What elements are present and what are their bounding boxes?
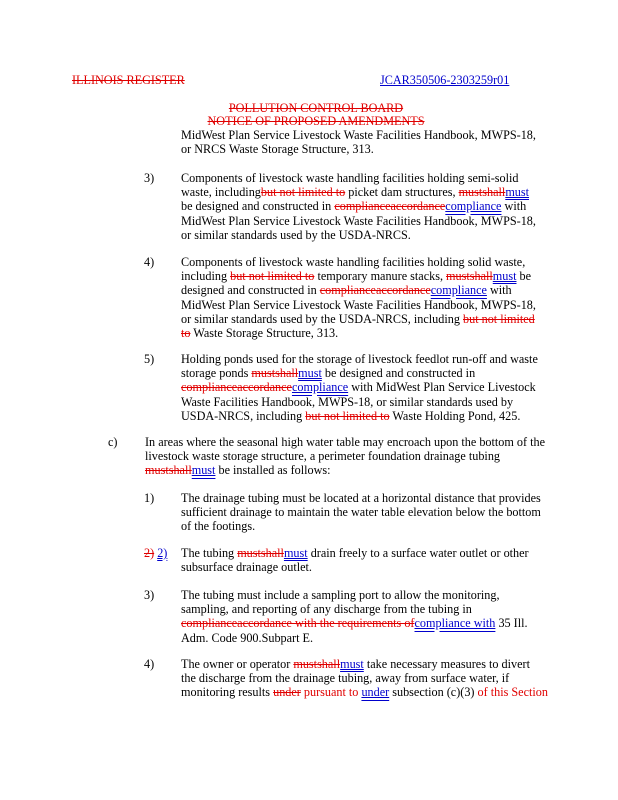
text-run: but not limited [463, 311, 535, 326]
text-line [181, 409, 586, 423]
text-run: drain freely to a surface water outlet or other [307, 546, 529, 560]
item-c3-text [181, 588, 586, 645]
text-run: MidWest Plan Service Livestock Waste Facilities Handbook, MWPS-18, [181, 297, 536, 312]
text-run: shall [482, 185, 506, 200]
item-3-text [181, 171, 586, 242]
text-run: including [181, 269, 231, 284]
text-run: to [181, 326, 191, 341]
text-run: shall [260, 546, 284, 560]
text-run: with MidWest Plan Service Livestock [348, 380, 536, 395]
text-run: accordance [375, 283, 431, 298]
text-run: under [361, 685, 390, 700]
text-run: be installed as follows: [215, 463, 331, 478]
text-run: or similar standards used by the USDA-NRCS. [181, 227, 411, 242]
text-run: Waste Storage Structure, 313. [190, 326, 339, 341]
subsection-letter-c: c) [108, 435, 118, 449]
text-line [181, 312, 586, 326]
text-run: but not limited to [260, 185, 346, 200]
text-line [181, 366, 586, 380]
text-run: must [298, 366, 322, 381]
item-number-c4: 4) [144, 657, 155, 671]
text-run: The tubing [181, 546, 238, 560]
text-run: monitoring results [181, 685, 274, 700]
text-run: subsection (c)(3) [389, 685, 475, 700]
text-run: accordance [237, 380, 292, 395]
register-header [72, 73, 185, 87]
text-run: compliance [445, 199, 502, 214]
item-number-4: 4) [144, 255, 155, 269]
text-run: take necessary measures to divert [363, 657, 530, 671]
text-line [181, 283, 586, 297]
text-run: of this Section [474, 685, 548, 700]
text-line [145, 463, 586, 477]
item-number-c1: 1) [144, 491, 155, 505]
text-line [181, 326, 586, 340]
text-run: the discharge from the drainage tubing, away from surface water, if [181, 671, 510, 686]
text-run: MidWest Plan Service Livestock Waste Facilities Handbook, MWPS-18, [181, 213, 536, 228]
text-run: POLLUTION CONTROL BOARD [228, 101, 404, 115]
item-number-3: 3) [144, 171, 155, 185]
text-run: The drainage tubing must be located at a horizontal distance that provides [181, 491, 541, 505]
text-run: NOTICE OF PROPOSED AMENDMENTS [207, 114, 425, 128]
text-run: of the footings. [181, 519, 256, 534]
text-run: accordance [390, 199, 446, 214]
text-line [181, 380, 586, 394]
text-run: with [501, 199, 527, 214]
text-run: be designed and constructed in [181, 199, 335, 214]
text-run: USDA-NRCS, including [181, 408, 306, 423]
text-run: must [191, 463, 216, 478]
text-run: sampling, and reporting of any discharge from the tubing in [181, 602, 472, 617]
text-run: Adm. Code 900.Subpart E. [181, 630, 314, 645]
text-run: must [145, 463, 169, 478]
text-run: storage ponds [181, 366, 252, 381]
text-run: must [505, 185, 530, 200]
text-run: temporary manure stacks, [314, 269, 447, 284]
text-run: must [492, 269, 517, 284]
text-run: Holding ponds used for the storage of livestock feedlot run-off and waste [181, 352, 538, 366]
item-number-c2 [144, 546, 167, 560]
text-run: sufficient drainage to maintain the water table elevation below the bottom [181, 505, 541, 520]
text-run: Waste Facilities Handbook, MWPS-18, or similar standards used by [181, 394, 514, 409]
text-run: must [446, 269, 470, 284]
text-run: be [516, 269, 532, 284]
item-5-text [181, 352, 586, 423]
text-run: must [283, 546, 308, 560]
text-run: compliance [319, 283, 376, 298]
text-run: must [458, 185, 483, 200]
text-run: 2) [157, 546, 168, 560]
item-c4-text [181, 657, 586, 700]
jcar-code [380, 73, 509, 87]
text-run: Components of livestock waste handling facilities holding solid waste, [181, 255, 526, 269]
text-run: accordance with the requirements of [237, 616, 415, 631]
text-run: picket dam structures, [345, 185, 459, 200]
text-run: pursuant to [300, 685, 362, 700]
text-line [181, 199, 586, 213]
text-run: Components of livestock waste handling facilities holding semi-solid [181, 171, 519, 185]
text-run: MidWest Plan Service Livestock Waste Facilities Handbook, MWPS-18, [181, 128, 536, 142]
text-run: shall [317, 657, 341, 671]
text-line [181, 546, 586, 560]
text-run: r01 [493, 73, 510, 87]
text-run: In areas where the seasonal high water table may encroach upon the bottom of the [145, 435, 546, 449]
text-run: must [251, 366, 276, 381]
text-run: 2) [144, 546, 155, 560]
text-run: compliance [181, 380, 238, 395]
item-number-c3: 3) [144, 588, 155, 602]
text-run: compliance with [414, 616, 496, 631]
text-run: subsurface drainage outlet. [181, 560, 312, 575]
item-c1-text [181, 491, 586, 534]
text-run: designed and constructed in [181, 283, 320, 298]
text-run: 35 Ill. [495, 616, 528, 631]
text-line [181, 616, 586, 630]
item-number-5: 5) [144, 352, 155, 366]
text-run: must [293, 657, 318, 671]
continuation-text [181, 128, 586, 156]
text-run: but not limited to [230, 269, 315, 284]
text-run: shall [275, 366, 299, 381]
text-line [181, 269, 586, 283]
text-run: but not limited to [305, 408, 390, 423]
text-run: with [486, 283, 512, 298]
text-run: Waste Holding Pond, 425. [389, 408, 521, 423]
text-run: shall [168, 463, 192, 478]
text-line [181, 185, 586, 199]
text-run: or NRCS Waste Storage Structure, 313. [181, 142, 374, 157]
text-run: compliance [181, 616, 238, 631]
text-run: waste, including [181, 185, 261, 200]
text-run: compliance [291, 380, 349, 395]
notice-title [7, 114, 618, 128]
text-run: must [340, 657, 364, 671]
text-run: shall [469, 269, 493, 284]
text-run: The tubing must include a sampling port to allow the monitoring, [181, 588, 500, 602]
text-run: be designed and constructed in [321, 366, 476, 381]
text-run: must [237, 546, 261, 560]
text-run: JCAR350506-2303259 [380, 73, 494, 87]
item-c2-text [181, 546, 586, 574]
text-run: The owner or operator [181, 657, 294, 671]
subsection-c-text [145, 435, 586, 478]
text-run: compliance [430, 283, 487, 298]
text-run: livestock waste storage structure, a perimeter foundation drainage tubing [145, 449, 501, 464]
text-line [181, 657, 586, 671]
text-run: compliance [334, 199, 391, 214]
text-run: under [273, 685, 301, 700]
item-4-text [181, 255, 586, 340]
register-name: ILLINOIS REGISTER [72, 73, 185, 87]
text-line [181, 685, 586, 699]
text-run: or similar standards used by the USDA-NRCS, including [181, 311, 463, 326]
